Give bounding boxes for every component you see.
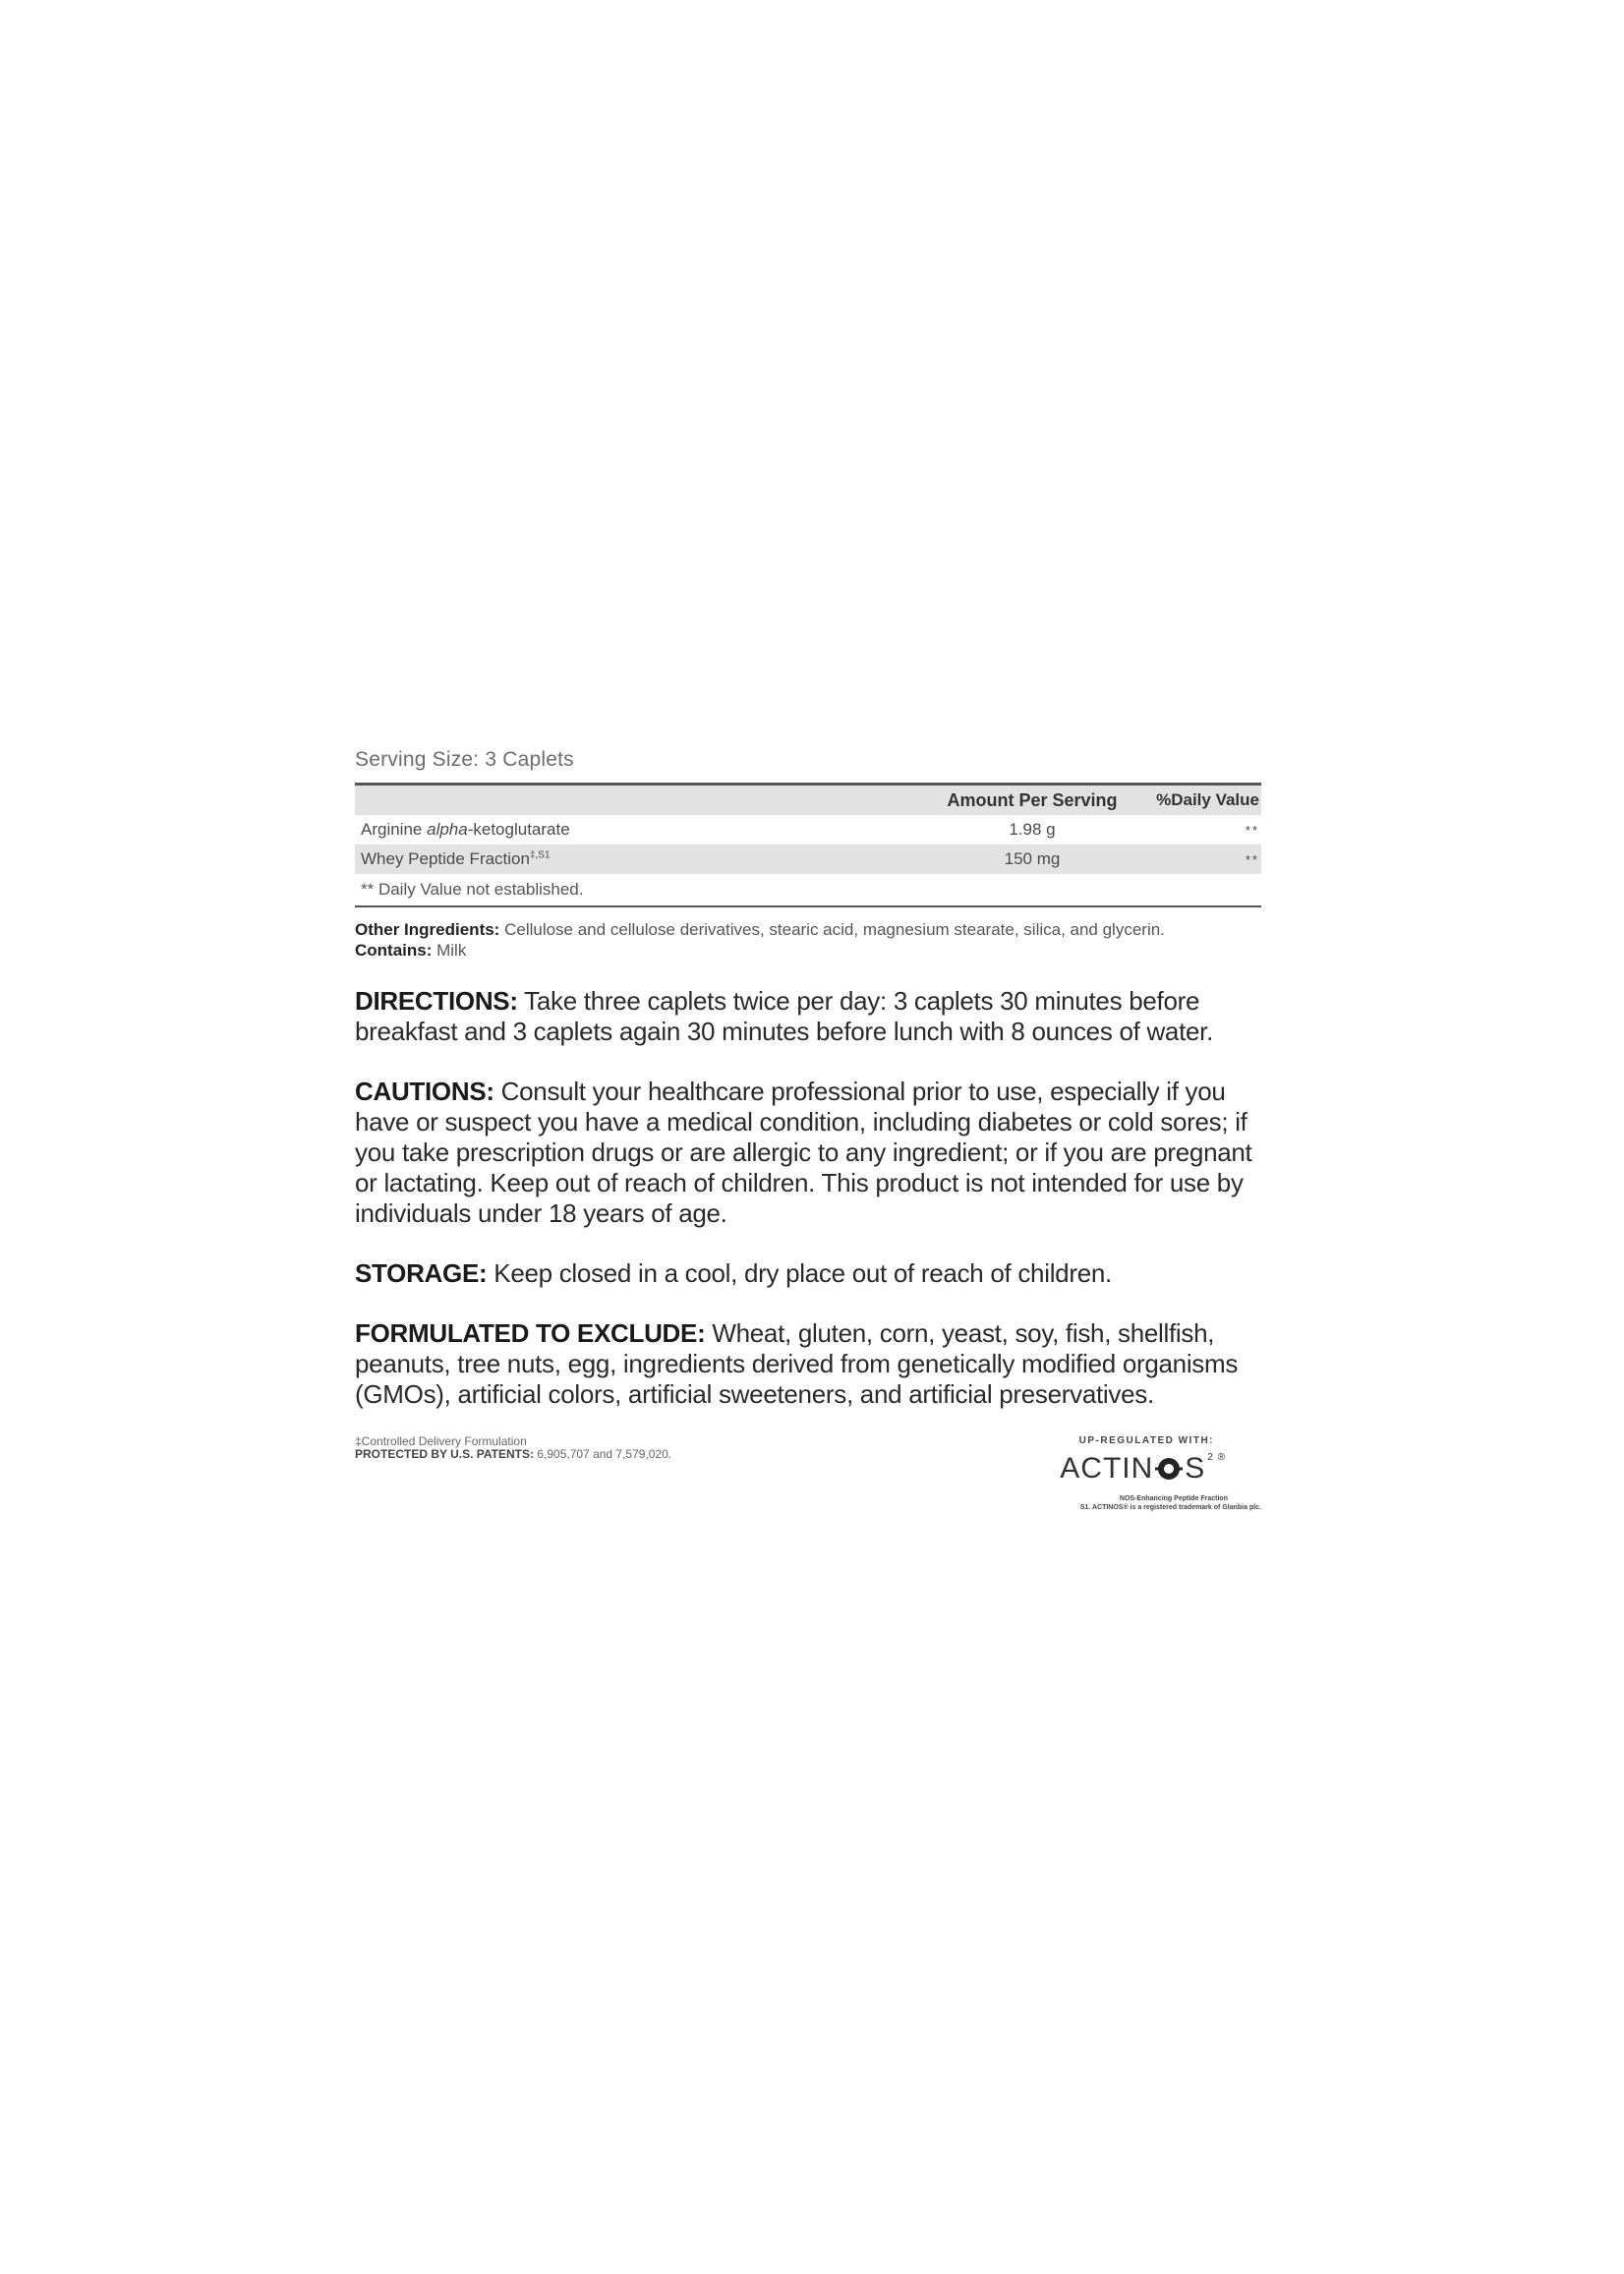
- facts-row: [355, 845, 1261, 874]
- actinos-logo: ACTIN S 2 ®: [1060, 1452, 1226, 1485]
- amount-per-serving-header: Amount Per Serving: [947, 789, 1118, 810]
- patent-info: [355, 1435, 671, 1461]
- actinos-badge: [1006, 1435, 1261, 1511]
- storage: STORAGE: Keep closed in a cool, dry place out of reach of children.: [355, 1258, 1112, 1288]
- up-regulated-text: UP-REGULATED WITH:: [1078, 1435, 1214, 1446]
- facts-row: [355, 815, 1261, 845]
- controlled-delivery-note: ‡Controlled Delivery Formulation: [355, 1434, 527, 1448]
- daily-value-header: %Daily Value: [1156, 790, 1259, 809]
- ingredient-name: Arginine alpha-ketoglutarate: [361, 820, 570, 839]
- ingredient-dv: **: [1245, 822, 1259, 838]
- ingredient-amount: 1.98 g: [1009, 820, 1056, 839]
- contains-text: Milk: [432, 941, 467, 960]
- other-ingredients: Other Ingredients: Cellulose and cellulose derivatives, stearic acid, magnesium stearate, silica, and glycerin. Contains: Milk: [355, 920, 1165, 960]
- formulated-to-exclude: FORMULATED TO EXCLUDE: Wheat, gluten, corn, yeast, soy, fish, shellfish, peanuts, tree nuts, egg, ingredients derived from genetically modified organisms (GMOs), artificial colors, artificial sweeteners, and artificial preservatives.: [355, 1318, 1239, 1409]
- label-footer: [355, 1435, 1261, 1544]
- ingredient-name: Whey Peptide Fraction$^{\ddagger,S1}$: [361, 849, 551, 868]
- ingredient-dv: **: [1245, 851, 1259, 867]
- serving-size: Serving Size: 3 Caplets: [355, 748, 574, 771]
- patents-text: 6,905,707 and 7,579,020.: [534, 1447, 672, 1461]
- actinos-trademark: S1. ACTINOS® is a registered trademark of Glanbia plc.: [1079, 1504, 1261, 1511]
- ingredient-amount: 150 mg: [1004, 849, 1061, 868]
- daily-value-note: ** Daily Value not established.: [361, 880, 584, 899]
- facts-header-row: [355, 786, 1261, 815]
- contains-label: Contains:: [355, 941, 433, 960]
- actinos-o-icon: [1154, 1454, 1184, 1484]
- supplement-facts-table: [355, 783, 1261, 907]
- patents-label: PROTECTED BY U.S. PATENTS:: [355, 1447, 535, 1461]
- actinos-tagline: NOS-Enhancing Peptide Fraction: [1119, 1495, 1228, 1502]
- supplement-label: [355, 745, 1261, 1544]
- cautions: CAUTIONS: Consult your healthcare professional prior to use, especially if you have or suspect you have a medical condition, including diabetes or cold sores; if you take prescription drugs or are allergic to any ingredient; or if you are pregnant or lactating. Keep out of reach of children. This product is not intended for use by individuals under 18 years of age.: [355, 1077, 1252, 1228]
- directions: DIRECTIONS: Take three caplets twice per day: 3 caplets 30 minutes before breakfast and 3 caplets again 30 minutes before lunch with 8 ounces of water.: [355, 986, 1214, 1046]
